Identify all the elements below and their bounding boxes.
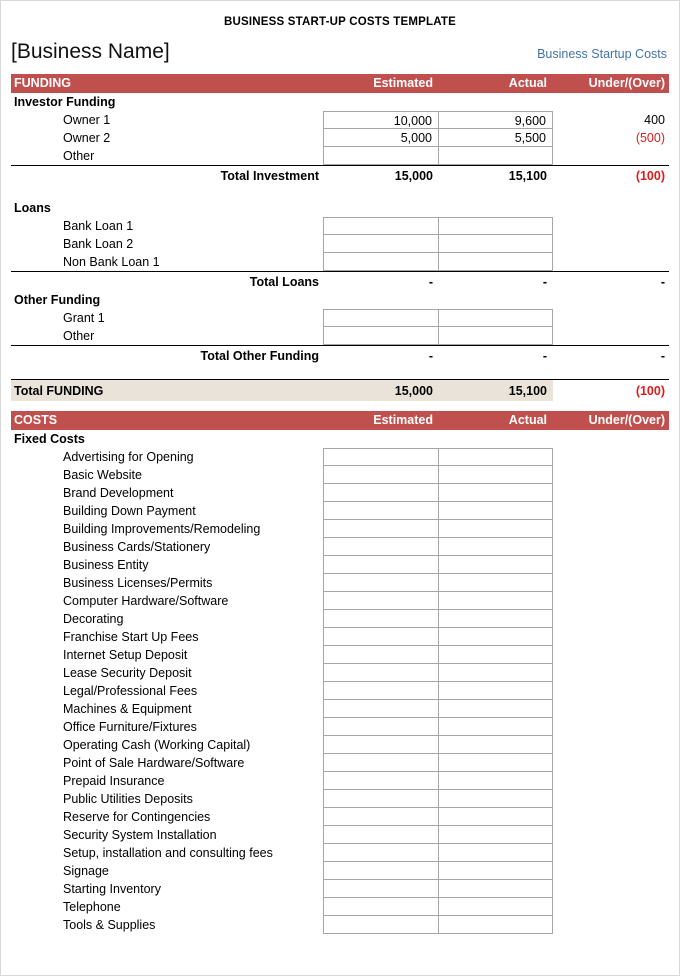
estimated-input[interactable] (323, 700, 439, 718)
table-row (11, 700, 669, 718)
row-label: Franchise Start Up Fees (63, 630, 199, 644)
row-label: Machines & Equipment (63, 702, 192, 716)
loans-title: Loans (14, 201, 51, 215)
estimated-input[interactable] (323, 610, 439, 628)
row-label: Office Furniture/Fixtures (63, 720, 197, 734)
total-other-funding-row (11, 345, 669, 365)
total-label: Total Other Funding (200, 349, 319, 363)
table-row (11, 327, 669, 345)
estimated-input[interactable] (323, 448, 439, 466)
row-label: Business Cards/Stationery (63, 540, 211, 554)
row-label: Computer Hardware/Software (63, 594, 229, 608)
total-funding-actual: 15,100 (508, 384, 547, 398)
spacer (11, 365, 669, 379)
under-over-value: 400 (644, 113, 665, 127)
row-label: Non Bank Loan 1 (63, 255, 160, 269)
table-row (11, 772, 669, 790)
table-row (11, 862, 669, 880)
row-label: Public Utilities Deposits (63, 792, 193, 806)
funding-col-estimated: Estimated (373, 76, 433, 90)
under-over-cell (553, 754, 671, 772)
row-label: Reserve for Contingencies (63, 810, 211, 824)
table-row (11, 147, 669, 165)
table-row (11, 111, 669, 129)
estimated-input[interactable] (323, 538, 439, 556)
under-over-cell (553, 610, 671, 628)
fixed-costs-title: Fixed Costs (14, 432, 85, 446)
under-over-cell (553, 556, 671, 574)
row-label: Setup, installation and consulting fees (63, 846, 273, 860)
row-label: Signage (63, 864, 109, 878)
total-under-over: - (660, 349, 665, 363)
table-row (11, 628, 669, 646)
total-estimated: - (428, 275, 433, 289)
actual-input[interactable] (438, 772, 553, 790)
row-label: Legal/Professional Fees (63, 684, 198, 698)
table-row (11, 646, 669, 664)
under-over-cell (553, 217, 671, 235)
under-over-cell (553, 538, 671, 556)
actual-input[interactable] (438, 646, 553, 664)
total-actual: 15,100 (508, 169, 547, 183)
estimated-input[interactable] (323, 916, 439, 934)
row-label: Business Licenses/Permits (63, 576, 213, 590)
total-estimated: 15,000 (394, 169, 433, 183)
total-estimated: - (428, 349, 433, 363)
actual-input[interactable] (438, 466, 553, 484)
actual-input[interactable] (438, 628, 553, 646)
table-row (11, 484, 669, 502)
table-row (11, 808, 669, 826)
estimated-input[interactable] (323, 772, 439, 790)
estimated-input[interactable] (323, 808, 439, 826)
total-actual: - (542, 349, 547, 363)
row-label: Other (63, 329, 95, 343)
actual-input[interactable] (438, 520, 553, 538)
business-header-row (11, 28, 669, 74)
row-label: Security System Installation (63, 828, 217, 842)
actual-input[interactable] (438, 898, 553, 916)
under-over-cell (553, 235, 671, 253)
table-row (11, 610, 669, 628)
row-label: Owner 2 (63, 131, 111, 145)
actual-input[interactable] (438, 538, 553, 556)
actual-input[interactable] (438, 502, 553, 520)
other-funding-title: Other Funding (14, 293, 101, 307)
total-under-over: (100) (635, 169, 665, 183)
estimated-input[interactable] (323, 664, 439, 682)
under-over-cell (553, 646, 671, 664)
under-over-cell (553, 700, 671, 718)
under-over-cell (553, 520, 671, 538)
costs-col-estimated: Estimated (373, 413, 433, 427)
row-label: Building Down Payment (63, 504, 196, 518)
row-label: Basic Website (63, 468, 142, 482)
estimated-input[interactable]: 5,000 (400, 131, 432, 145)
estimated-input[interactable] (323, 826, 439, 844)
table-row (11, 520, 669, 538)
row-label: Bank Loan 1 (63, 219, 134, 233)
table-row (11, 592, 669, 610)
actual-input[interactable]: 9,600 (514, 114, 546, 128)
total-loans-row (11, 271, 669, 291)
table-row (11, 217, 669, 235)
actual-input[interactable] (438, 808, 553, 826)
estimated-input[interactable] (323, 790, 439, 808)
actual-input[interactable] (438, 682, 553, 700)
actual-input[interactable] (438, 826, 553, 844)
actual-input[interactable] (438, 610, 553, 628)
under-over-cell (553, 718, 671, 736)
actual-input[interactable] (438, 556, 553, 574)
row-label: Grant 1 (63, 311, 105, 325)
under-over-cell (553, 448, 671, 466)
under-over-cell (553, 327, 671, 345)
document-title: BUSINESS START-UP COSTS TEMPLATE (224, 16, 456, 28)
costs-col-actual: Actual (508, 413, 547, 427)
under-over-cell (553, 309, 671, 327)
estimated-input[interactable] (323, 862, 439, 880)
under-over-cell (553, 628, 671, 646)
funding-col-actual: Actual (508, 76, 547, 90)
actual-input[interactable] (438, 880, 553, 898)
under-over-cell (553, 574, 671, 592)
actual-input[interactable] (438, 736, 553, 754)
row-label: Tools & Supplies (63, 918, 156, 932)
total-investment-row (11, 165, 669, 185)
estimated-input[interactable] (323, 574, 439, 592)
row-label: Brand Development (63, 486, 174, 500)
costs-col-under-over: Under/(Over) (588, 413, 665, 427)
under-over-cell (553, 880, 671, 898)
under-over-cell (553, 682, 671, 700)
row-label: Bank Loan 2 (63, 237, 134, 251)
total-funding-label: Total FUNDING (14, 384, 104, 398)
costs-band-label: COSTS (14, 413, 58, 427)
actual-input[interactable] (438, 664, 553, 682)
row-label: Lease Security Deposit (63, 666, 192, 680)
under-over-cell (553, 772, 671, 790)
total-funding-under-over: (100) (635, 384, 665, 398)
table-row (11, 754, 669, 772)
estimated-input[interactable] (323, 502, 439, 520)
table-row (11, 129, 669, 147)
under-over-cell (553, 736, 671, 754)
estimated-input[interactable] (323, 754, 439, 772)
under-over-cell (553, 484, 671, 502)
actual-input[interactable] (438, 574, 553, 592)
estimated-input[interactable] (323, 484, 439, 502)
actual-input[interactable] (438, 862, 553, 880)
row-label: Business Entity (63, 558, 149, 572)
table-row (11, 790, 669, 808)
row-label: Internet Setup Deposit (63, 648, 188, 662)
under-over-cell (553, 916, 671, 934)
investor-funding-title: Investor Funding (14, 95, 116, 109)
estimated-input[interactable] (323, 556, 439, 574)
actual-input[interactable] (438, 844, 553, 862)
fixed-costs-list (11, 448, 669, 934)
estimated-input[interactable] (323, 592, 439, 610)
funding-section-header (11, 74, 669, 93)
actual-input[interactable] (438, 700, 553, 718)
row-label: Other (63, 149, 95, 163)
estimated-input[interactable] (323, 736, 439, 754)
business-name-field[interactable]: [Business Name] (11, 40, 170, 63)
spacer (11, 185, 669, 199)
table-row (11, 664, 669, 682)
actual-input[interactable] (438, 484, 553, 502)
actual-input[interactable] (438, 754, 553, 772)
actual-input[interactable]: 5,500 (514, 131, 546, 145)
total-label: Total Investment (220, 169, 319, 183)
costs-section-header (11, 411, 669, 430)
table-row (11, 880, 669, 898)
under-over-cell (553, 253, 671, 271)
actual-input[interactable] (438, 790, 553, 808)
actual-input[interactable] (438, 916, 553, 934)
actual-input[interactable] (438, 718, 553, 736)
under-over-cell (553, 592, 671, 610)
under-over-cell (553, 466, 671, 484)
funding-band-label: FUNDING (14, 76, 71, 90)
under-over-cell (553, 862, 671, 880)
estimated-input[interactable] (323, 718, 439, 736)
estimated-input[interactable]: 10,000 (393, 114, 432, 128)
under-over-cell (553, 898, 671, 916)
estimated-input[interactable] (323, 844, 439, 862)
table-row (11, 502, 669, 520)
table-row (11, 718, 669, 736)
table-row (11, 556, 669, 574)
estimated-input[interactable] (323, 646, 439, 664)
table-row (11, 538, 669, 556)
under-over-cell (553, 790, 671, 808)
estimated-input[interactable] (323, 880, 439, 898)
spacer (11, 401, 669, 411)
table-row (11, 448, 669, 466)
total-funding-estimated: 15,000 (394, 384, 433, 398)
row-label: Telephone (63, 900, 121, 914)
table-row (11, 253, 669, 271)
estimated-input[interactable] (323, 628, 439, 646)
estimated-input[interactable] (323, 520, 439, 538)
row-label: Building Improvements/Remodeling (63, 522, 261, 536)
under-over-cell (553, 808, 671, 826)
business-startup-costs-link[interactable]: Business Startup Costs (537, 47, 667, 61)
total-under-over: - (660, 275, 665, 289)
table-row (11, 309, 669, 327)
table-row (11, 235, 669, 253)
row-label: Advertising for Opening (63, 450, 194, 464)
under-over-cell (553, 826, 671, 844)
table-row (11, 574, 669, 592)
under-over-cell (553, 502, 671, 520)
row-label: Owner 1 (63, 113, 111, 127)
table-row (11, 466, 669, 484)
row-label: Decorating (63, 612, 124, 626)
table-row (11, 898, 669, 916)
total-actual: - (542, 275, 547, 289)
under-over-value: (500) (635, 131, 665, 145)
under-over-cell (553, 664, 671, 682)
row-label: Prepaid Insurance (63, 774, 165, 788)
under-over-cell (553, 844, 671, 862)
row-label: Point of Sale Hardware/Software (63, 756, 245, 770)
table-row (11, 826, 669, 844)
estimated-input[interactable] (323, 682, 439, 700)
row-label: Operating Cash (Working Capital) (63, 738, 251, 752)
estimated-input[interactable] (323, 898, 439, 916)
total-funding-row (11, 379, 669, 401)
total-label: Total Loans (249, 275, 319, 289)
table-row (11, 916, 669, 934)
actual-input[interactable] (438, 592, 553, 610)
estimated-input[interactable] (323, 466, 439, 484)
actual-input[interactable] (438, 448, 553, 466)
table-row (11, 844, 669, 862)
funding-col-under-over: Under/(Over) (588, 76, 665, 90)
table-row (11, 682, 669, 700)
row-label: Starting Inventory (63, 882, 161, 896)
table-row (11, 736, 669, 754)
